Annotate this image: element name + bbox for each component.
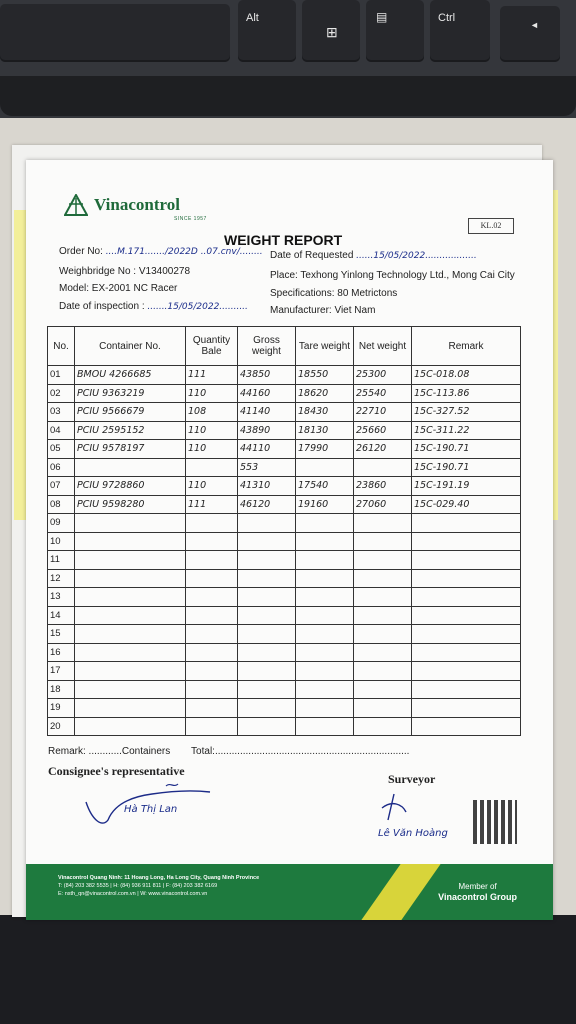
cell-gross — [238, 588, 296, 607]
cell-remark — [412, 588, 521, 607]
cell-tare — [296, 532, 354, 551]
date-requested: Date of Requested ......15/05/2022.................. — [270, 250, 477, 261]
order-no: Order No: ....M.171......./2022D ..07.cnv/........ — [59, 246, 263, 257]
cell-no: 08 — [48, 495, 75, 514]
cell-no: 13 — [48, 588, 75, 607]
cell-quantity — [186, 662, 238, 681]
cell-no: 02 — [48, 384, 75, 403]
consignee-label: Consignee's representative — [48, 764, 185, 778]
cell-container: PCIU 2595152 — [75, 421, 186, 440]
date-requested-value: ......15/05/2022.................. — [356, 251, 477, 261]
cell-gross: 553 — [238, 458, 296, 477]
cell-net — [354, 606, 412, 625]
cell-net — [354, 569, 412, 588]
consignee-name: Hà Thị Lan — [124, 804, 178, 815]
cell-tare — [296, 699, 354, 718]
cell-quantity — [186, 551, 238, 570]
specifications: Specifications: 80 Metrictons — [270, 288, 398, 299]
table-row — [48, 606, 521, 625]
table-row — [48, 403, 521, 422]
cell-container — [75, 588, 186, 607]
cell-tare — [296, 680, 354, 699]
cell-gross — [238, 532, 296, 551]
table-row — [48, 495, 521, 514]
cell-container — [75, 606, 186, 625]
cell-quantity: 110 — [186, 477, 238, 496]
cell-remark — [412, 625, 521, 644]
table-row — [48, 699, 521, 718]
table-header-row — [48, 327, 521, 366]
form-code: KL.02 — [468, 218, 514, 234]
cell-gross: 44110 — [238, 440, 296, 459]
cell-container — [75, 532, 186, 551]
key-blank-1 — [0, 4, 230, 62]
cell-container — [75, 680, 186, 699]
footer-member: Member of Vinacontrol Group — [438, 882, 517, 902]
cell-container — [75, 551, 186, 570]
cell-net — [354, 662, 412, 681]
date-inspection-value: .......15/05/2022.......... — [147, 302, 248, 312]
header-quantity: Quantity Bale — [186, 327, 238, 366]
table-row — [48, 569, 521, 588]
scales-icon — [64, 194, 88, 216]
cell-remark — [412, 643, 521, 662]
cell-no: 11 — [48, 551, 75, 570]
cell-quantity: 111 — [186, 366, 238, 385]
cell-remark — [412, 699, 521, 718]
cell-no: 15 — [48, 625, 75, 644]
cell-gross — [238, 662, 296, 681]
cell-quantity: 108 — [186, 403, 238, 422]
table-row — [48, 643, 521, 662]
cell-no: 05 — [48, 440, 75, 459]
cell-quantity — [186, 625, 238, 644]
surveyor-label: Surveyor — [388, 772, 436, 786]
table-row — [48, 662, 521, 681]
cell-tare: 18430 — [296, 403, 354, 422]
cell-remark — [412, 569, 521, 588]
cell-net — [354, 514, 412, 533]
cell-container — [75, 699, 186, 718]
cell-container — [75, 458, 186, 477]
sticky-note-edge-left — [14, 210, 26, 520]
cell-no: 06 — [48, 458, 75, 477]
cell-remark — [412, 606, 521, 625]
cell-quantity — [186, 532, 238, 551]
table-row — [48, 477, 521, 496]
cell-remark: 15C-327.52 — [412, 403, 521, 422]
cell-gross — [238, 551, 296, 570]
model: Model: EX-2001 NC Racer — [59, 283, 178, 294]
cell-no: 17 — [48, 662, 75, 681]
cell-no: 07 — [48, 477, 75, 496]
cell-gross: 41310 — [238, 477, 296, 496]
cell-tare: 18130 — [296, 421, 354, 440]
header-container: Container No. — [75, 327, 186, 366]
cell-container — [75, 514, 186, 533]
cell-net: 25300 — [354, 366, 412, 385]
cell-remark — [412, 532, 521, 551]
header-net: Net weight — [354, 327, 412, 366]
cell-remark — [412, 514, 521, 533]
cell-remark — [412, 551, 521, 570]
table-row — [48, 551, 521, 570]
weight-report-page — [26, 160, 553, 920]
cell-remark: 15C-113.86 — [412, 384, 521, 403]
table-row — [48, 458, 521, 477]
date-of-inspection: Date of inspection : .......15/05/2022.......... — [59, 301, 248, 312]
cell-net — [354, 532, 412, 551]
cell-tare: 18550 — [296, 366, 354, 385]
cell-gross — [238, 569, 296, 588]
cell-no: 18 — [48, 680, 75, 699]
table-row — [48, 514, 521, 533]
total-line: Total:...................................................................... — [191, 746, 410, 757]
cell-no: 12 — [48, 569, 75, 588]
cell-quantity — [186, 514, 238, 533]
order-no-value: ....M.171......./2022D ..07.cnv/........ — [105, 247, 263, 257]
cell-remark — [412, 662, 521, 681]
brand-name: Vinacontrol — [94, 195, 180, 214]
cell-tare — [296, 662, 354, 681]
weighbridge-no: Weighbridge No : V13400278 — [59, 266, 191, 277]
cell-tare — [296, 643, 354, 662]
cell-container: PCIU 9728860 — [75, 477, 186, 496]
cell-no: 16 — [48, 643, 75, 662]
cell-remark: 15C-311.22 — [412, 421, 521, 440]
cell-quantity: 110 — [186, 421, 238, 440]
table-row — [48, 532, 521, 551]
header-no: No. — [48, 327, 75, 366]
cell-net — [354, 680, 412, 699]
table-row — [48, 588, 521, 607]
table-row — [48, 440, 521, 459]
cell-container — [75, 625, 186, 644]
cell-net — [354, 588, 412, 607]
cell-no: 10 — [48, 532, 75, 551]
manufacturer: Manufacturer: Viet Nam — [270, 305, 376, 316]
cell-gross: 43850 — [238, 366, 296, 385]
cell-no: 01 — [48, 366, 75, 385]
cell-gross — [238, 643, 296, 662]
cell-tare: 17990 — [296, 440, 354, 459]
header-gross: Gross weight — [238, 327, 296, 366]
cell-tare — [296, 588, 354, 607]
cell-remark — [412, 717, 521, 736]
cell-gross — [238, 514, 296, 533]
cell-net — [354, 717, 412, 736]
cell-container — [75, 569, 186, 588]
table-row — [48, 384, 521, 403]
cell-quantity — [186, 643, 238, 662]
cell-no: 03 — [48, 403, 75, 422]
brand-since: SINCE 1957 — [174, 216, 207, 222]
vinacontrol-logo — [64, 194, 180, 216]
cell-no: 19 — [48, 699, 75, 718]
table-row — [48, 625, 521, 644]
cell-quantity — [186, 569, 238, 588]
cell-quantity: 111 — [186, 495, 238, 514]
cell-tare — [296, 458, 354, 477]
cell-tare — [296, 514, 354, 533]
consignee-signature — [82, 780, 222, 830]
cell-container: PCIU 9566679 — [75, 403, 186, 422]
cell-no: 04 — [48, 421, 75, 440]
cell-gross: 44160 — [238, 384, 296, 403]
cell-remark: 15C-190.71 — [412, 458, 521, 477]
keyboard-base — [0, 76, 576, 116]
cell-net — [354, 458, 412, 477]
cell-net: 25540 — [354, 384, 412, 403]
desk-shadow — [0, 915, 576, 1024]
cell-net: 26120 — [354, 440, 412, 459]
report-title: WEIGHT REPORT — [224, 232, 343, 248]
surveyor-name: Lê Văn Hoàng — [378, 828, 448, 839]
table-row — [48, 717, 521, 736]
cell-tare — [296, 717, 354, 736]
key-alt: Alt — [238, 0, 296, 62]
cell-quantity: 110 — [186, 440, 238, 459]
cell-gross — [238, 606, 296, 625]
cell-gross — [238, 680, 296, 699]
cell-gross: 43890 — [238, 421, 296, 440]
footer-contact: Vinacontrol Quang Ninh: 11 Hoang Long, Ha Long City, Quang Ninh Province T: (84) 203 382 5535 | H: (84) 936 911 811 | F: (84) 203 382 6169 E: nsth_qn@vinacontrol.com.vn | W: www.vinacontrol.com.vn — [58, 875, 260, 897]
weight-table — [47, 326, 521, 736]
qr-code-icon — [473, 800, 517, 844]
keyboard — [0, 0, 576, 125]
cell-tare — [296, 551, 354, 570]
cell-container — [75, 717, 186, 736]
cell-no: 09 — [48, 514, 75, 533]
cell-remark: 15C-018.08 — [412, 366, 521, 385]
cell-gross — [238, 717, 296, 736]
cell-gross — [238, 699, 296, 718]
place: Place: Texhong Yinlong Technology Ltd., Mong Cai City — [270, 270, 515, 281]
cell-gross: 46120 — [238, 495, 296, 514]
cell-quantity — [186, 588, 238, 607]
cell-remark: 15C-191.19 — [412, 477, 521, 496]
cell-net — [354, 625, 412, 644]
key-ctrl: Ctrl — [430, 0, 490, 62]
cell-net: 27060 — [354, 495, 412, 514]
cell-quantity — [186, 699, 238, 718]
cell-quantity — [186, 717, 238, 736]
cell-tare: 18620 — [296, 384, 354, 403]
cell-no: 20 — [48, 717, 75, 736]
cell-tare — [296, 606, 354, 625]
cell-tare: 17540 — [296, 477, 354, 496]
key-menu: ▤ — [366, 0, 424, 62]
cell-gross: 41140 — [238, 403, 296, 422]
cell-container: BMOU 4266685 — [75, 366, 186, 385]
key-left-arrow: ◄ — [500, 6, 560, 62]
header-remark: Remark — [412, 327, 521, 366]
remark-line: Remark: ............Containers Total:...................................................................... — [48, 746, 410, 757]
cell-tare — [296, 569, 354, 588]
cell-tare — [296, 625, 354, 644]
cell-no: 14 — [48, 606, 75, 625]
table-row — [48, 680, 521, 699]
cell-remark — [412, 680, 521, 699]
cell-quantity: 110 — [186, 384, 238, 403]
table-row — [48, 366, 521, 385]
header-tare: Tare weight — [296, 327, 354, 366]
cell-net: 22710 — [354, 403, 412, 422]
cell-container: PCIU 9363219 — [75, 384, 186, 403]
cell-container — [75, 662, 186, 681]
cell-net — [354, 551, 412, 570]
cell-container — [75, 643, 186, 662]
cell-net — [354, 699, 412, 718]
cell-remark: 15C-029.40 — [412, 495, 521, 514]
cell-net — [354, 643, 412, 662]
cell-net: 25660 — [354, 421, 412, 440]
table-row — [48, 421, 521, 440]
cell-container: PCIU 9578197 — [75, 440, 186, 459]
cell-quantity — [186, 458, 238, 477]
key-windows: ⊞ — [302, 0, 360, 62]
cell-quantity — [186, 680, 238, 699]
cell-net: 23860 — [354, 477, 412, 496]
cell-tare: 19160 — [296, 495, 354, 514]
cell-container: PCIU 9598280 — [75, 495, 186, 514]
surveyor-signature — [372, 790, 472, 846]
cell-quantity — [186, 606, 238, 625]
cell-remark: 15C-190.71 — [412, 440, 521, 459]
cell-gross — [238, 625, 296, 644]
